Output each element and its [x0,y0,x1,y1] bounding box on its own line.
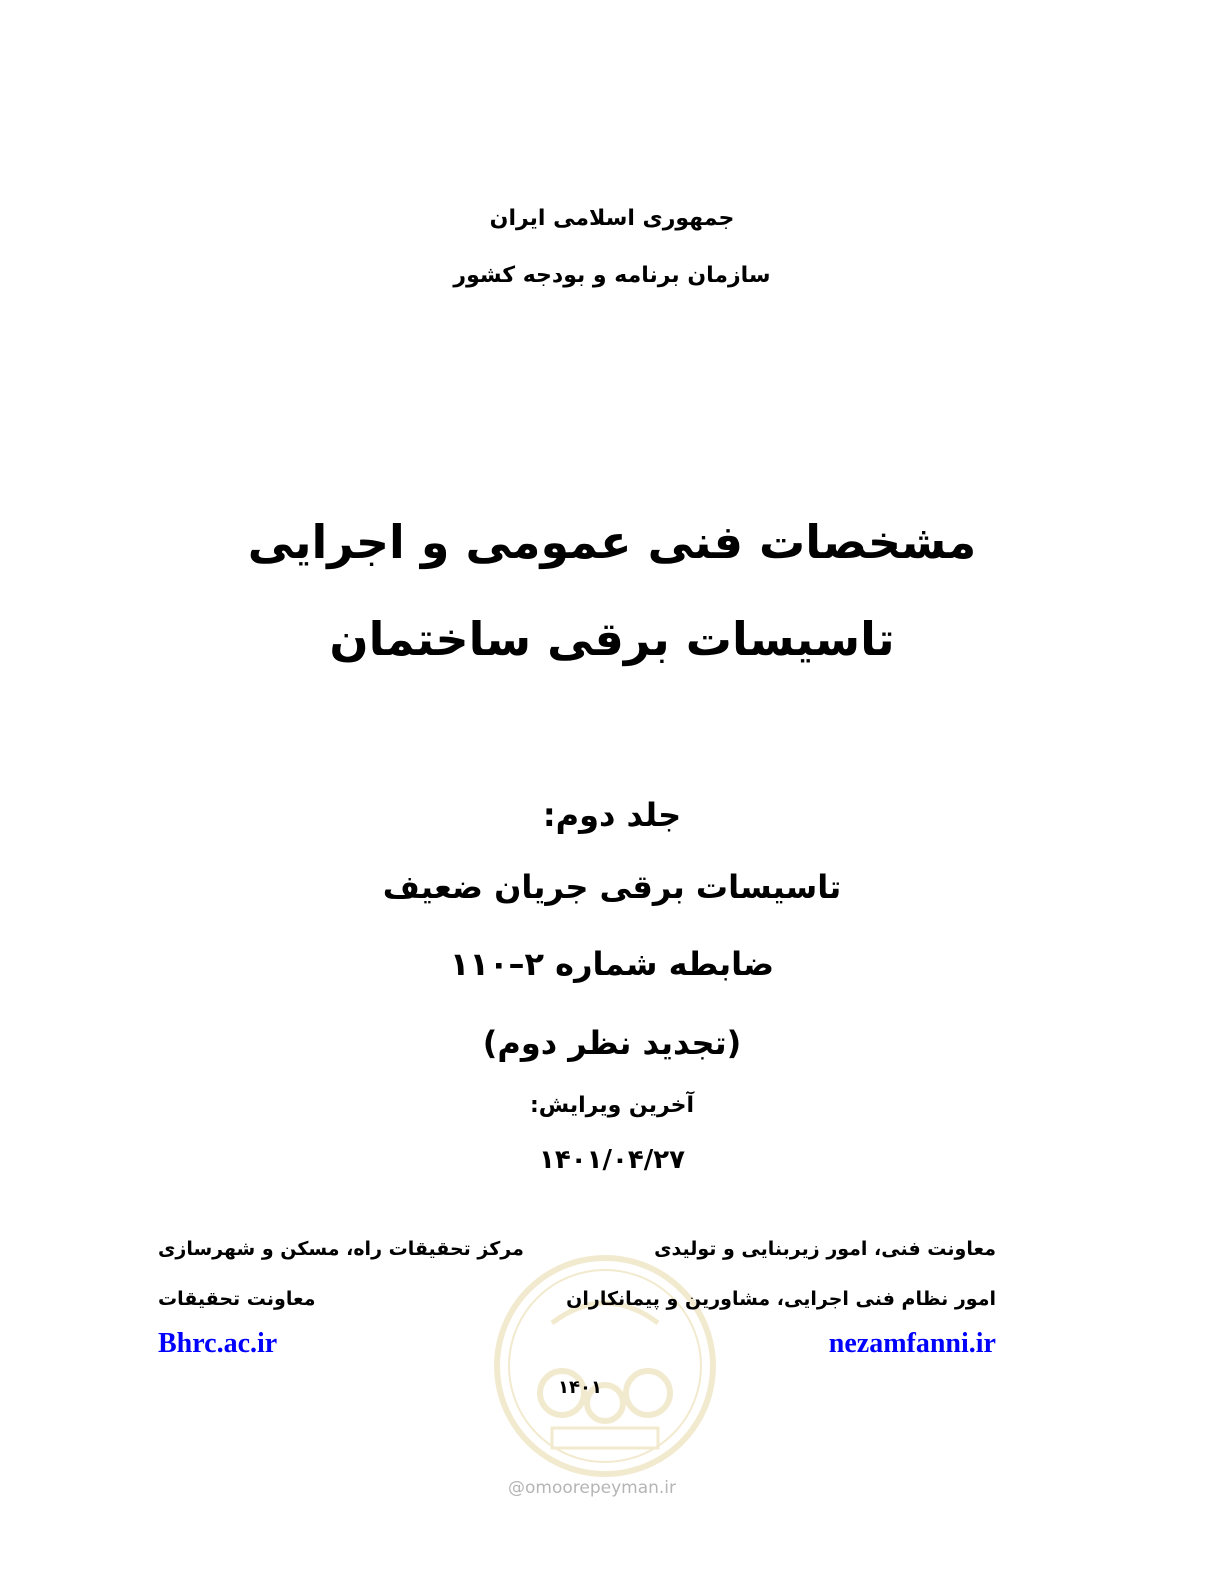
volume-label: جلد دوم: [542,796,682,834]
last-edit-label: آخرین ویرایش: [529,1093,695,1118]
watermark-text: @omoorepeyman.ir [508,1478,677,1498]
last-edit-date: ۱۴۰۱/۰۴/۲۷ [539,1145,685,1175]
header-organization: سازمان برنامه و بودجه کشور [453,263,771,288]
watermark-seal-icon [492,1253,718,1479]
volume-subtitle: تاسیسات برقی جریان ضعیف [382,868,842,906]
footer-right-line1: معاونت فنی، امور زیربنایی و تولیدی [654,1238,996,1260]
nezamfanni-link[interactable]: nezamfanni.ir [828,1328,996,1359]
publication-year: ۱۴۰۱ [558,1377,602,1398]
bhrc-link[interactable]: Bhrc.ac.ir [158,1328,278,1359]
footer-left-line2: معاونت تحقیقات [158,1288,316,1310]
footer-left-line1: مرکز تحقیقات راه، مسکن و شهرسازی [158,1238,524,1260]
document-title-line1: مشخصات فنی عمومی و اجرایی [247,515,977,569]
header-country: جمهوری اسلامی ایران [489,206,735,231]
revision-label: (تجدید نظر دوم) [482,1024,742,1062]
regulation-code: ضابطه شماره ۲–۱۱۰ [449,945,775,983]
footer-right-line2: امور نظام فنی اجرایی، مشاورین و پیمانکاران [566,1288,996,1310]
document-title-line2: تاسیسات برقی ساختمان [329,612,895,666]
